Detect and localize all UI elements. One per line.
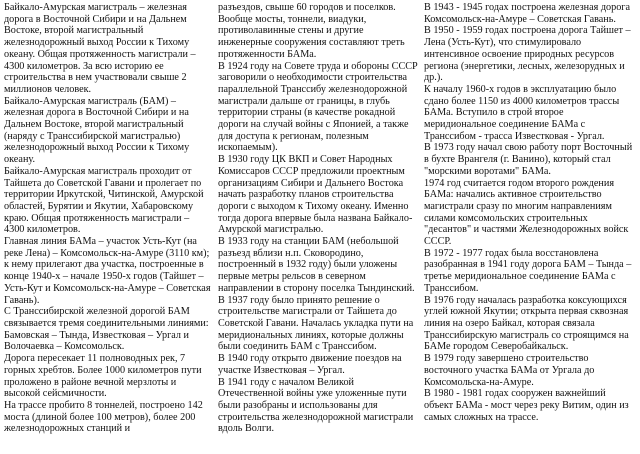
paragraph: Байкало-Амурская магистраль проходит от Тайшета до Советской Гавани и пролегает по территории Иркутской, Читинской, Амурской областей, Бурятии и Якутии, Хабаровскому краю. Общая протяженность магистрали – 4300 километров. <box>4 165 204 236</box>
paragraph: Байкало-Амурская магистраль – железная дорога в Восточной Сибири и на Дальнем Востоке, второй магистральный железнодорожный выход России к Тихому океану. Общая протяженность магистрали – 4300 километров. За всю историю ее строительства в нем участвовали свыше 2 миллионов человек. <box>4 2 196 95</box>
paragraph: В 1937 году было принято решение о строительстве магистрали от Тайшета до Советской Гавани. Началась укладка пути на меридиональных линиях, которые должны были соединить БАМ с Транссибом. <box>218 294 414 353</box>
paragraph: В 1979 году завершено строительство восточного участка БАМа от Ургала до Комсомольска-на-Амуре. <box>424 353 595 388</box>
paragraph: В 1980 - 1981 годах сооружен важнейший объект БАМа - мост через реку Витим, один из самых сложных на трассе. <box>424 388 629 423</box>
paragraph: 1974 год считается годом второго рождения БАМа: начались активное строительство магистрали сразу по многим направлениям силами комсомольских строительных "десантов" и частями Железнодорожных войск СССР. <box>424 177 629 248</box>
paragraph: В 1972 - 1977 годах была восстановлена разобранная в 1941 году дорога БАМ – Тында – третье меридиональное соединение БАМа с Транссибом. <box>424 247 632 294</box>
paragraph: В 1973 году начал свою работу порт Восточный в бухте Врангеля (г. Ванино), который стал "морскими воротами" БАМа. <box>424 142 633 177</box>
paragraph: В 1940 году открыто движение поездов на участке Известковая – Ургал. <box>218 353 402 376</box>
paragraph: В 1924 году на Совете труда и обороны СССР заговорили о необходимости строительства параллельной Транссибу железнодорожной магистрали дальше от границы, в глубь территории страны (в качестве рокадной дороги на случай войны с Японией, а также для доступа к регионам, полезным ископаемым). <box>218 60 418 154</box>
text-column-1 <box>4 2 218 454</box>
paragraph: В 1950 - 1959 годах построена дорога Тайшет – Лена (Усть-Кут), что стимулировало интенсивное освоение природных ресурсов региона (энергетики, лесных, железорудных и др.). <box>424 25 631 84</box>
paragraph: Главная линия БАМа – участок Усть-Кут (на реке Лена) – Комсомольск-на-Амуре (3110 км); к нему прилегают два участка, построенные в конце 1940-х – начале 1950-х годов (Тайшет – Усть-Кут и Комсомольск-на-Амуре – Советская Гавань). <box>4 236 211 306</box>
paragraph: В 1976 году началась разработка коксующихся углей южной Якутии; открыта первая сквозная линия на озеро Байкал, которая связала Транссибирскую магистраль со строящимся на БАМе городом Северобайкальск. <box>424 294 629 353</box>
paragraph: Дорога пересекает 11 полноводных рек, 7 горных хребтов. Более 1000 километров пути проложено в районе вечной мерзлоты и высокой сейсмичности. <box>4 353 202 400</box>
paragraph: К началу 1960-х годов в эксплуатацию было сдано более 1150 из 4000 километров трассы БАМа. Вступило в строй второе меридиональное соединение БАМа с Транссибом - трасса Известковая - Ургал. <box>424 83 620 142</box>
text-column-3 <box>424 2 636 454</box>
text-column-2 <box>218 2 424 454</box>
paragraph: В 1933 году на станции БАМ (небольшой разъезд вблизи н.п. Сковородино, построенный в 1932 году) были уложены первые метры рельсов в северном направлении в сторону поселка Тындинский. <box>218 236 415 294</box>
paragraph: В 1930 году ЦК ВКП и Совет Народных Комиссаров СССР предложили проектным организациям Сибири и Дальнего Востока начать разработку планов строительства дороги с выходом к Тихому океану. Именно тогда дорога впервые была названа Байкало-Амурской магистралью. <box>218 154 413 236</box>
paragraph: разъездов, свыше 60 городов и поселков. Вообще мосты, тоннели, виадуки, противолавинные стены и другие инженерные сооружения составляют треть протяженности БАМа. <box>218 2 405 60</box>
paragraph: С Транссибирской железной дорогой БАМ связывается тремя соединительными линиями: Бамовская – Тында, Известковая – Ургал и Волочаевка – Комсомольск. <box>4 306 209 353</box>
paragraph: На трассе пробито 8 тоннелей, построено 142 моста (длиной более 100 метров), более 200 железнодорожных станций и <box>4 399 203 435</box>
paragraph: В 1943 - 1945 годах построена железная дорога Комсомольск-на-Амуре – Советская Гавань. <box>424 2 630 25</box>
paragraph: В 1941 году с началом Великой Отечественной войны уже уложенные пути были разобраны и использованы для строительства железнодорожной магистрали вдоль Волги. <box>218 376 414 435</box>
paragraph: Байкало-Амурская магистраль (БАМ) – железная дорога в Восточной Сибири и на Дальнем Востоке, второй магистральный (наряду с Транссибирской магистралью) железнодорожный выход России к Тихому океану. <box>4 95 190 166</box>
